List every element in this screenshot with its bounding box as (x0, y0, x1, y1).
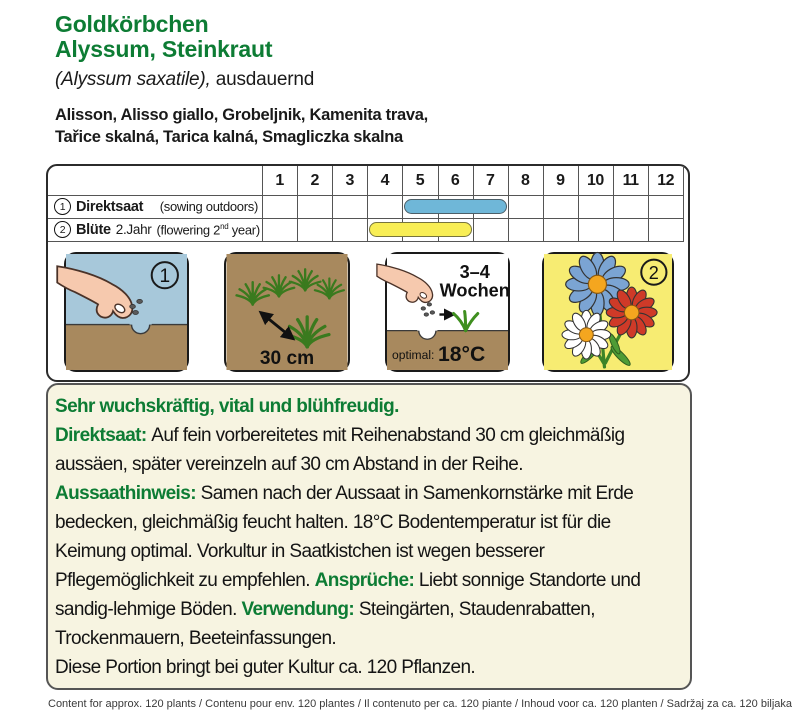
flowering-illustration (544, 254, 672, 370)
grid-line (48, 241, 684, 242)
row-label-bold: Blüte (76, 221, 111, 238)
month-header-6: 6 (450, 172, 460, 189)
description-segment: Steingärten, Staudenrabatten, Trockenmauern, Beeteinfassungen. (55, 599, 595, 649)
circled-number-2: 2 (54, 221, 71, 238)
footer-partial-text: Content for approx. 120 plants / Contenu pour env. 120 plantes / Il contenuto per ca. 120 piante / Inhoud voor ca. 120 planten / Sadržaj za ca. 120 biljaka (48, 698, 792, 710)
synonyms-line-1: Alisson, Alisso giallo, Grobeljnik, Kamenita trava, (55, 106, 428, 124)
step-2-number: 2 (648, 263, 659, 284)
weeks-line-1: 3–4 (459, 262, 490, 283)
row-label-note (157, 222, 262, 237)
row-label-bold: Direktsaat (76, 198, 144, 215)
germination-illustration (387, 254, 508, 370)
description-segment: Auf fein vorbereitetes mit Reihenabstand 30 cm gleichmäßig aussäen, später vereinzeln auf 30 cm Abstand in der Reihe. (55, 425, 625, 475)
pictogram-flowering (542, 252, 674, 372)
month-header-4: 4 (380, 172, 390, 189)
grid-line (508, 166, 509, 241)
weeks-line-2: Wochen (439, 280, 510, 301)
pictogram-sowing (64, 252, 189, 372)
description-segment: Samen nach der Aussaat in Samenkornstärke mit Erde bedecken, gleichmäßig feucht halten. 18°C Bodentemperatur ist für die Keimung optimal. Vorkultur in Saatkistchen ist wegen besserer Pflegemöglichkeit zu empfehlen. (55, 483, 634, 591)
month-header-5: 5 (415, 172, 425, 189)
grid-line (683, 166, 684, 241)
description-segment: Sehr wuchskräftig, vital und blühfreudig. (55, 396, 399, 417)
grid-line (367, 166, 368, 241)
synonym-names (55, 104, 695, 148)
flowering-period-bar (369, 222, 471, 237)
row-label-note: (sowing outdoors) (159, 199, 258, 214)
plant-name-common: Alyssum, Steinkraut (55, 36, 273, 62)
description-segment: Direktsaat: (55, 425, 152, 446)
calendar-row-bluete (48, 218, 260, 241)
sowing-illustration (66, 254, 187, 370)
pictogram-germination (385, 252, 510, 372)
month-header-12: 12 (657, 172, 675, 189)
month-header-7: 7 (485, 172, 495, 189)
synonyms-line-2: Tařice skalná, Tarica kalná, Smagliczka skalna (55, 128, 403, 146)
grid-line (648, 166, 649, 241)
description-box (46, 383, 692, 690)
description-text (55, 392, 674, 682)
note-text: (flowering 2 (156, 222, 221, 238)
note-text: year) (228, 222, 260, 238)
month-header-2: 2 (310, 172, 319, 189)
grid-line (297, 166, 298, 241)
calendar-row-direktsaat (48, 195, 260, 218)
header (55, 12, 695, 148)
botanical-name-line (55, 69, 695, 91)
spacing-illustration (226, 254, 348, 370)
row-label-year: 2.Jahr (115, 222, 152, 237)
life-cycle-label: ausdauernd (210, 69, 315, 90)
month-header-9: 9 (556, 172, 565, 189)
month-header-11: 11 (622, 172, 639, 189)
spacing-label: 30 cm (259, 347, 315, 369)
sowing-period-bar (404, 199, 506, 214)
month-header-8: 8 (521, 172, 530, 189)
note-superscript: nd (220, 221, 229, 231)
description-segment: Ansprüche: (314, 570, 419, 591)
pictogram-spacing (224, 252, 350, 372)
grid-line (332, 166, 333, 241)
description-segment: Diese Portion bringt bei guter Kultur ca. 120 Pflanzen. (55, 657, 476, 678)
botanical-name: (Alyssum saxatile), (55, 69, 211, 90)
month-header-3: 3 (345, 172, 354, 189)
grid-line (543, 166, 544, 241)
calendar-pictogram-box (46, 164, 690, 382)
circled-number-1: 1 (54, 198, 71, 215)
grid-line (578, 166, 579, 241)
grid-line (262, 166, 263, 241)
optimal-temperature: 18°C (437, 342, 486, 366)
description-segment: Liebt sonnige Standorte und sandig-lehmige Böden. (55, 570, 641, 620)
grid-line (613, 166, 614, 241)
plant-name-german: Goldkörbchen (55, 11, 209, 37)
month-header-10: 10 (587, 172, 604, 189)
optimal-label: optimal: (392, 347, 435, 362)
description-segment: Verwendung: (241, 599, 359, 620)
description-segment: Aussaathinweis: (55, 483, 201, 504)
month-header-1: 1 (275, 172, 284, 189)
step-1-number: 1 (159, 266, 171, 288)
